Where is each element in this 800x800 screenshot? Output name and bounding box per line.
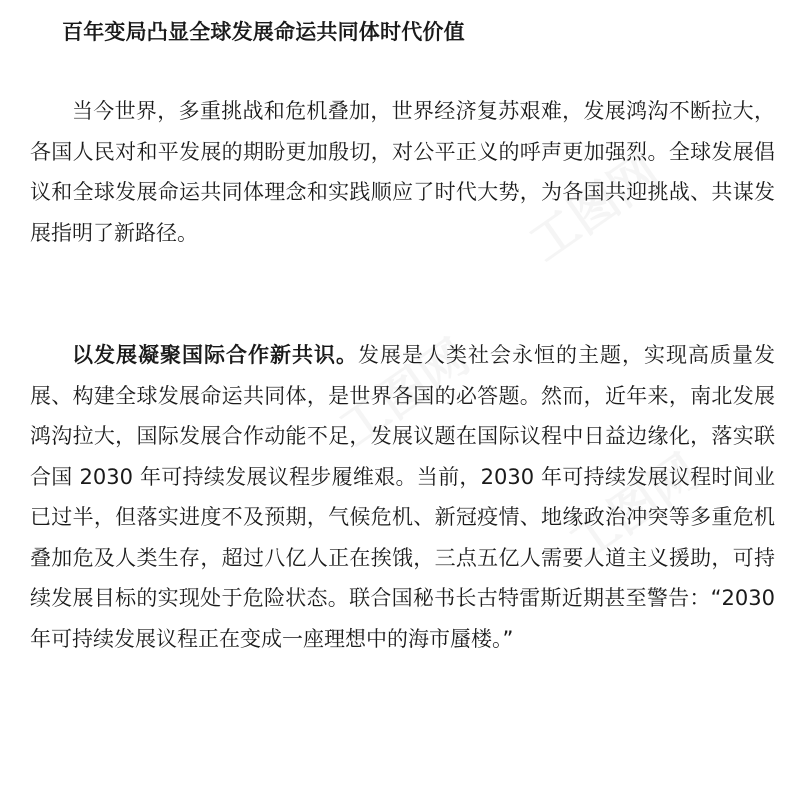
watermark: 工图网 — [329, 328, 480, 458]
paragraph-2 — [30, 335, 775, 659]
watermark: 工图网 — [519, 143, 670, 273]
paragraph-2-lead: 以发展凝聚国际合作新共识。 — [72, 343, 358, 367]
article-title: 百年变局凸显全球发展命运共同体时代价值 — [62, 20, 465, 44]
watermark: 工图网 — [559, 443, 710, 573]
paragraph-2-body: 发展是人类社会永恒的主题，实现高质量发展、构建全球发展命运共同体，是世界各国的必答题。然而，近年来，南北发展鸿沟拉大，国际发展合作动能不足，发展议题在国际议程中日益边缘化，落实联合国 2030 年可持续发展议程步履维艰。当前，2030 年可持续发展议程时间业已过半，但落实进度不及预期，气候危机、新冠疫情、地缘政治冲突等多重危机叠加危及人类生存，超过八亿人正在挨饿，三点五亿人需要人道主义援助，可持续发展目标的实现处于危险状态。联合国秘书长古特雷斯近期甚至警告：“2030 年可持续发展议程正在变成一座理想中的海市蜃楼。” — [30, 343, 775, 651]
paragraph-1: 当今世界，多重挑战和危机叠加，世界经济复苏艰难，发展鸿沟不断拉大，各国人民对和平发展的期盼更加殷切，对公平正义的呼声更加强烈。全球发展倡议和全球发展命运共同体理念和实践顺应了时代大势，为各国共迎挑战、共谋发展指明了新路径。 — [30, 99, 775, 245]
